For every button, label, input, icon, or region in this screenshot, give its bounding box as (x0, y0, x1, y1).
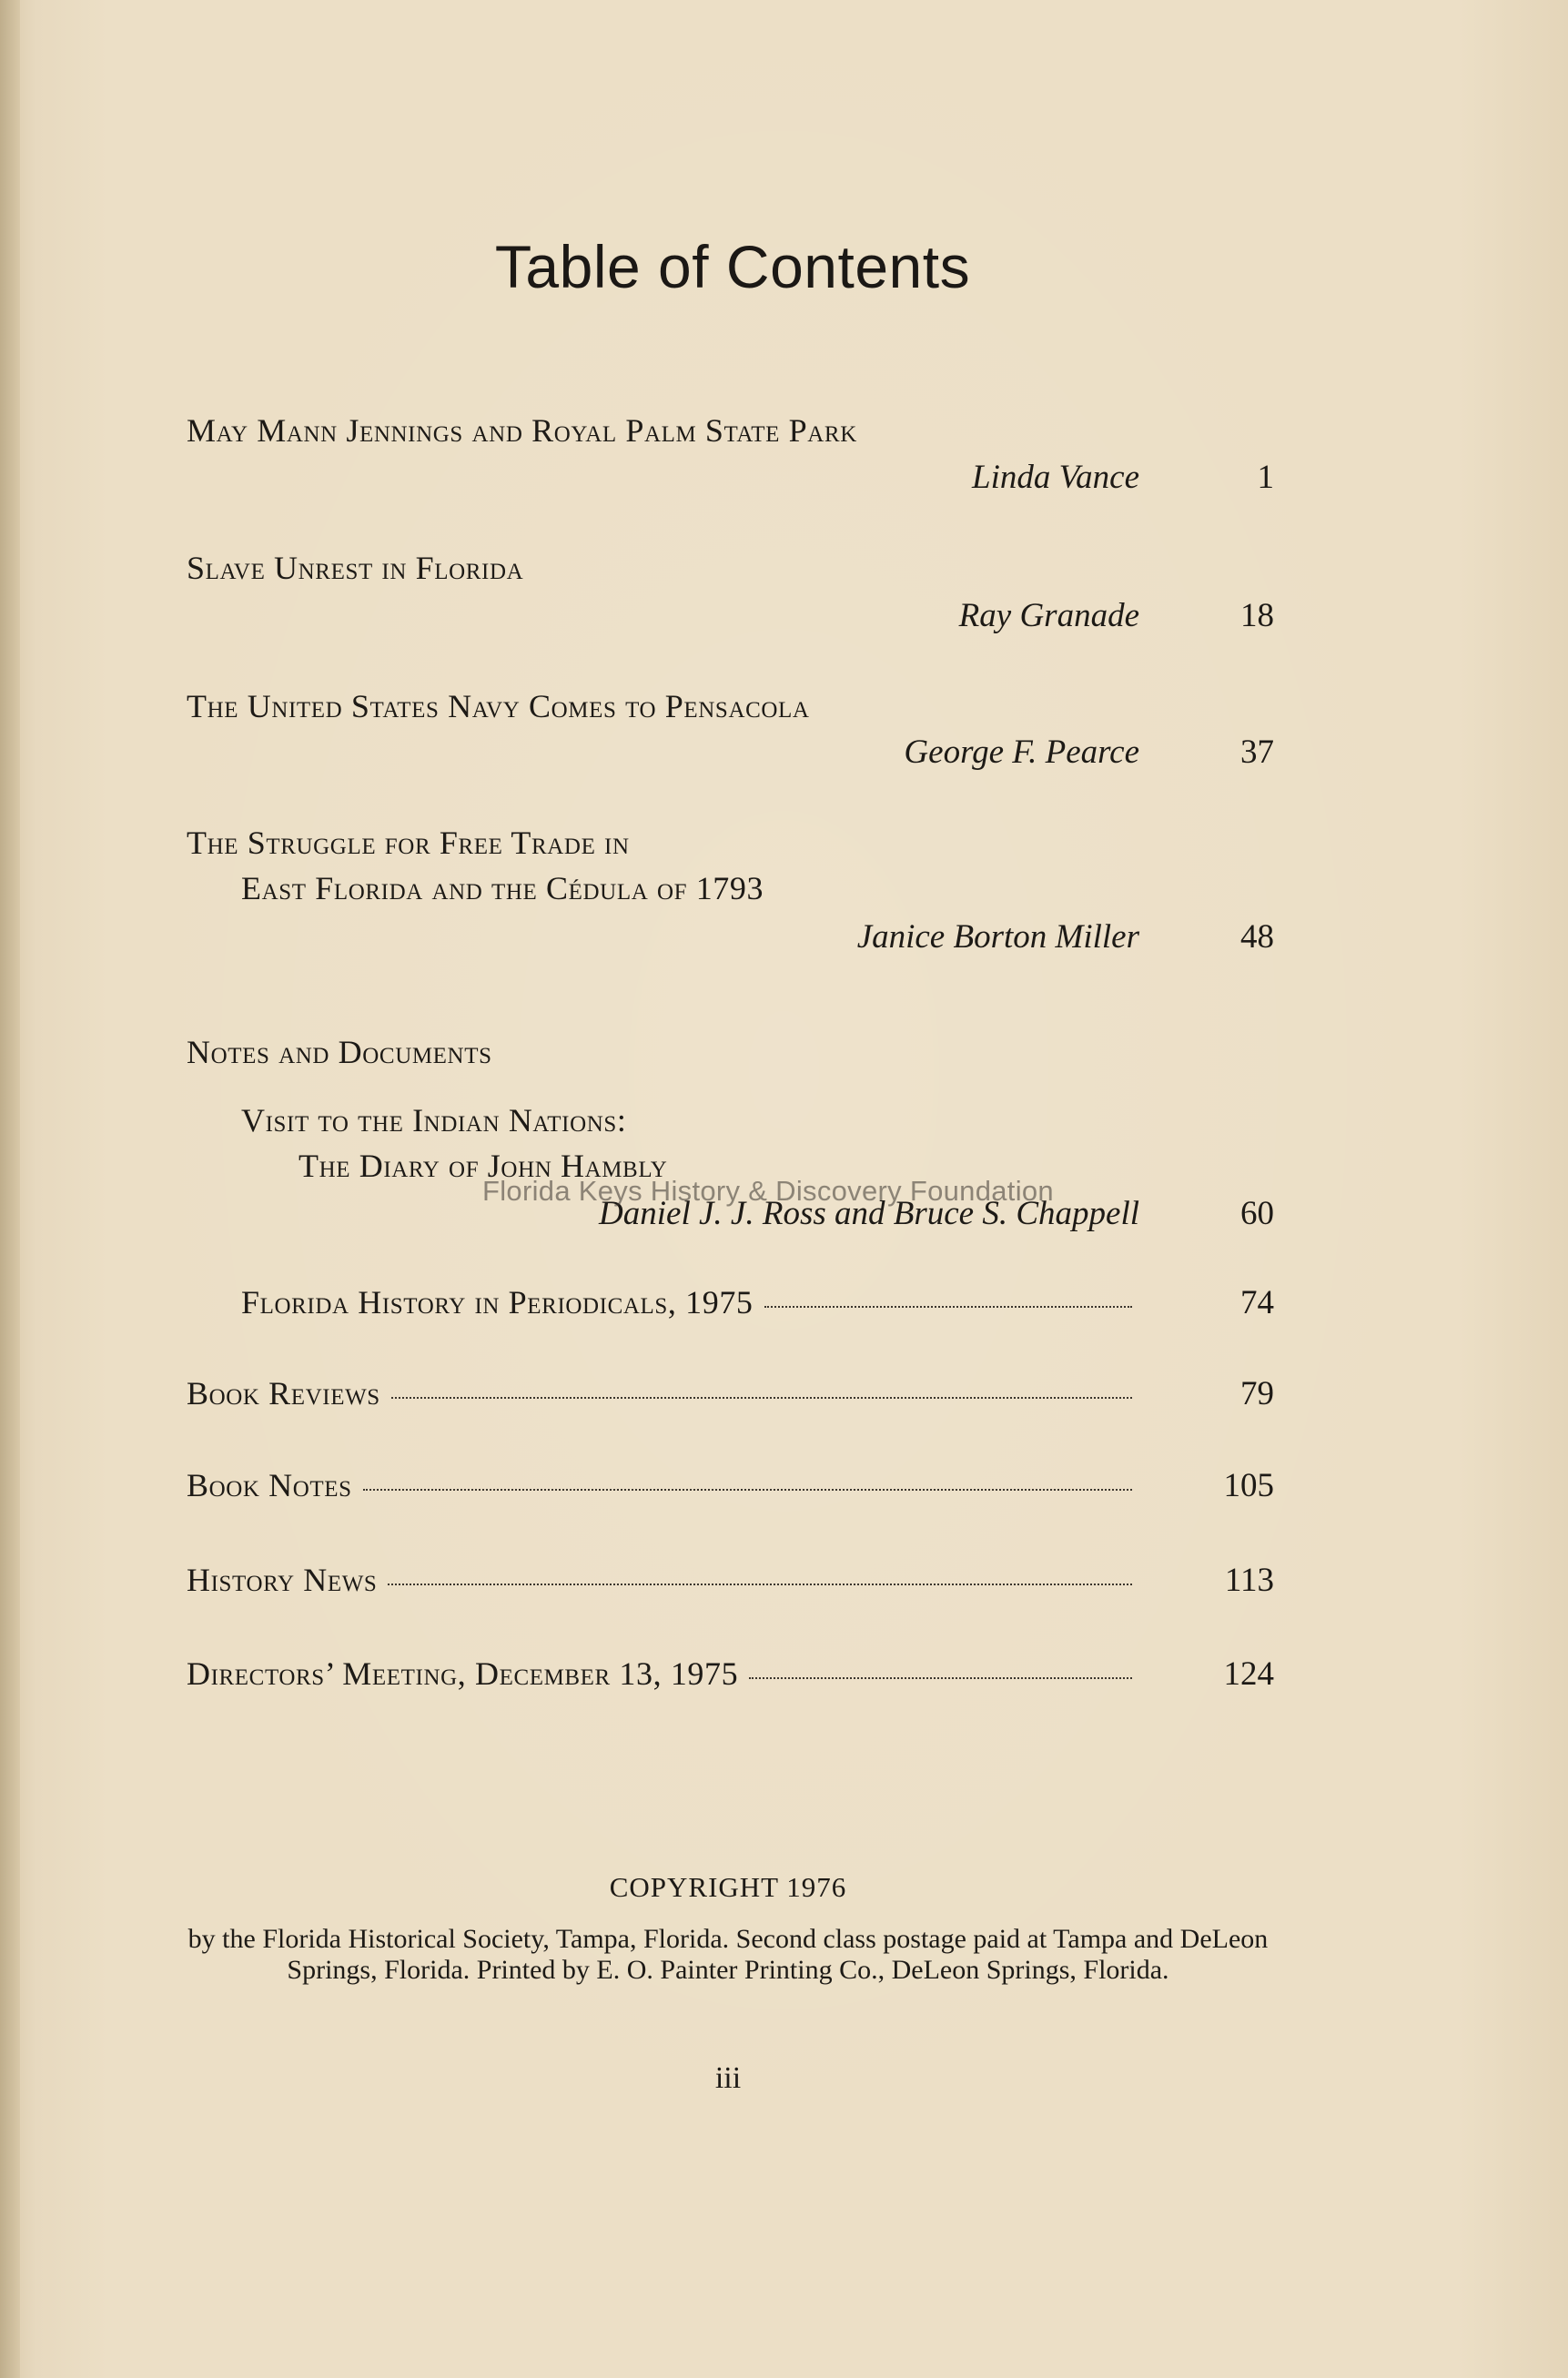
page-folio: iii (714, 2061, 742, 2095)
toc-entry-page: 105 (1223, 1467, 1274, 1504)
watermark-text: Florida Keys History & Discovery Foundation (482, 1175, 1054, 1207)
toc-entry-page: 37 (1240, 734, 1274, 771)
toc-entry-page: 1 (1257, 459, 1274, 496)
dot-leader (749, 1677, 1132, 1679)
page-title: Table of Contents (494, 233, 971, 300)
copyright-heading: COPYRIGHT 1976 (609, 1871, 847, 1903)
toc-section-history-news (187, 1561, 1139, 1599)
dot-leader (388, 1584, 1132, 1585)
dot-leader (391, 1397, 1132, 1399)
toc-entry-title-continued: The Diary of John Hambly (298, 1148, 668, 1184)
toc-entry-title: Directors’ Meeting, December 13, 1975 (187, 1655, 739, 1692)
binding-gutter (0, 0, 20, 2378)
toc-entry-author: George F. Pearce (904, 734, 1139, 771)
notes-heading: Notes and Documents (187, 1034, 492, 1070)
toc-entry-author: Daniel J. J. Ross and Bruce S. Chappell (599, 1195, 1139, 1232)
toc-entry-page: 18 (1240, 597, 1274, 634)
toc-entry-periodicals (241, 1283, 1139, 1321)
toc-entry-page: 74 (1240, 1284, 1274, 1321)
toc-entry-page: 60 (1240, 1195, 1274, 1232)
toc-entry-title: Slave Unrest in Florida (187, 550, 524, 586)
toc-entry-title: The Struggle for Free Trade in (187, 825, 630, 861)
dot-leader (363, 1489, 1132, 1491)
toc-entry-title: Visit to the Indian Nations: (241, 1102, 627, 1138)
toc-entry-title: History News (187, 1562, 378, 1598)
toc-entry-author: Ray Granade (958, 597, 1139, 634)
toc-entry-title: The United States Navy Comes to Pensacola (187, 688, 810, 724)
toc-entry-page: 48 (1240, 918, 1274, 956)
toc-entry-title: Book Notes (187, 1467, 352, 1503)
toc-entry-title-continued: East Florida and the Cédula of 1793 (241, 870, 764, 906)
toc-entry-author: Janice Borton Miller (856, 918, 1139, 956)
toc-entry-title: Florida History in Periodicals, 1975 (241, 1284, 754, 1321)
toc-entry-page: 113 (1224, 1562, 1274, 1599)
toc-entry-page: 124 (1223, 1655, 1274, 1693)
toc-section-book-reviews (187, 1374, 1139, 1412)
toc-section-directors-meeting (187, 1654, 1139, 1693)
toc-entry-page: 79 (1240, 1375, 1274, 1412)
toc-section-book-notes (187, 1466, 1139, 1504)
toc-entry-author: Linda Vance (972, 459, 1139, 496)
dot-leader (764, 1306, 1132, 1308)
toc-entry-title: May Mann Jennings and Royal Palm State Park (187, 412, 857, 449)
toc-entry-title: Book Reviews (187, 1375, 380, 1412)
copyright-body: by the Florida Historical Society, Tampa, Florida. Second class postage paid at Tampa and DeLeon Springs, Florida. Printed by E. O. Painter Printing Co., DeLeon Springs, Florida. (187, 1924, 1269, 1985)
